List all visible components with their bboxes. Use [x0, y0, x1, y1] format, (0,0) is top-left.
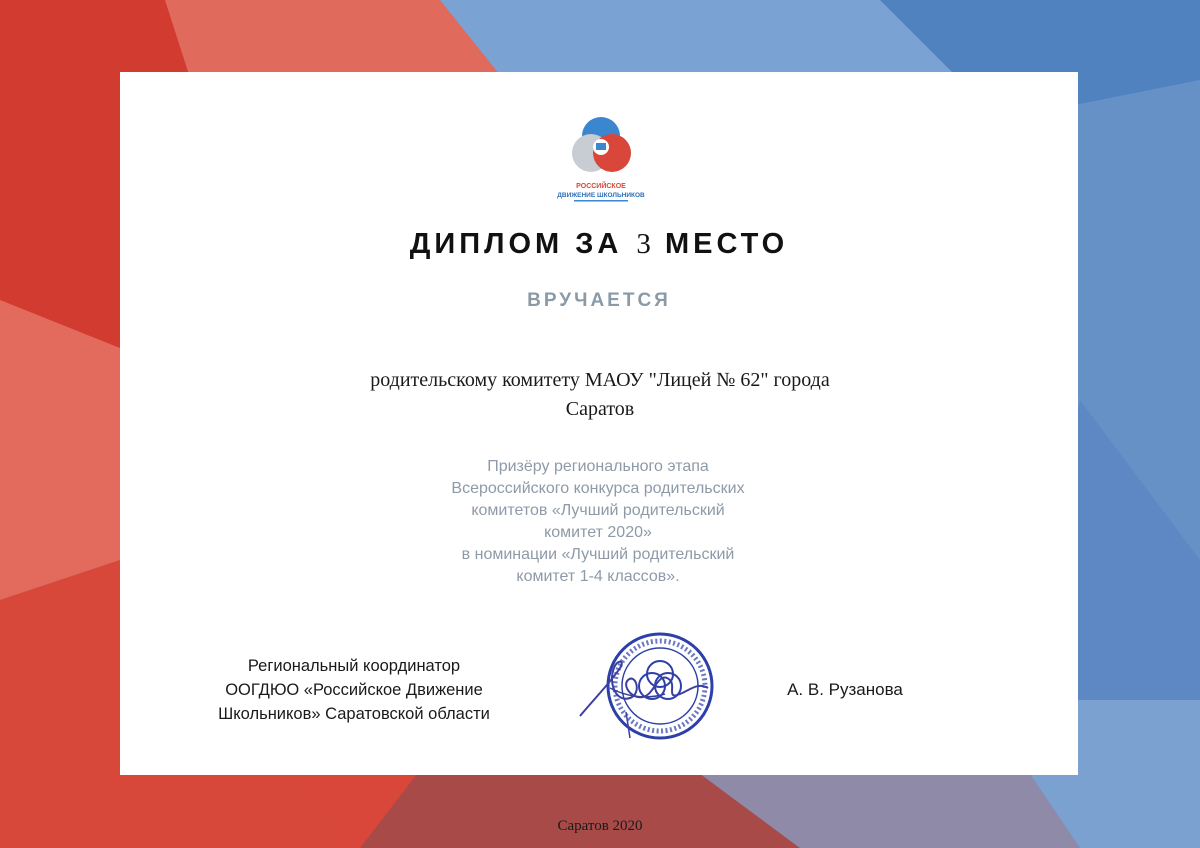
official-stamp-with-signature — [570, 628, 730, 746]
rdsh-logo — [557, 112, 645, 206]
diploma-title — [120, 228, 1078, 261]
coordinator-title — [180, 654, 528, 726]
footer-city-year: Саратов 2020 — [557, 818, 643, 834]
signer-name: А. В. Рузанова — [787, 680, 903, 699]
description-line: комитетов «Лучший родительский — [471, 502, 725, 519]
coordinator-line: Региональный координатор — [247, 657, 461, 675]
recipient-line-1: родительскому комитету МАОУ "Лицей № 62" города — [370, 369, 830, 391]
logo-line-2: ДВИЖЕНИЕ ШКОЛЬНИКОВ — [557, 192, 645, 199]
description-line: в номинации «Лучший родительский — [461, 546, 735, 563]
description-line: Всероссийского конкурса родительских — [451, 480, 745, 497]
logo-line-1: РОССИЙСКОЕ — [576, 183, 626, 190]
description-line: комитет 2020» — [544, 524, 652, 541]
awarded-label: ВРУЧАЕТСЯ — [527, 290, 671, 311]
coordinator-line: ООГДЮО «Российское Движение — [225, 681, 483, 699]
title-prefix: ДИПЛОМ ЗА — [409, 228, 623, 260]
description-line: Призёру регионального этапа — [487, 458, 709, 475]
description-line: комитет 1-4 классов». — [516, 568, 680, 585]
recipient-name — [330, 366, 870, 424]
coordinator-line: Школьников» Саратовской области — [218, 705, 490, 723]
award-description — [380, 456, 816, 588]
recipient-line-2: Саратов — [565, 398, 635, 420]
place-number: 3 — [636, 228, 651, 260]
title-suffix: МЕСТО — [664, 228, 789, 260]
